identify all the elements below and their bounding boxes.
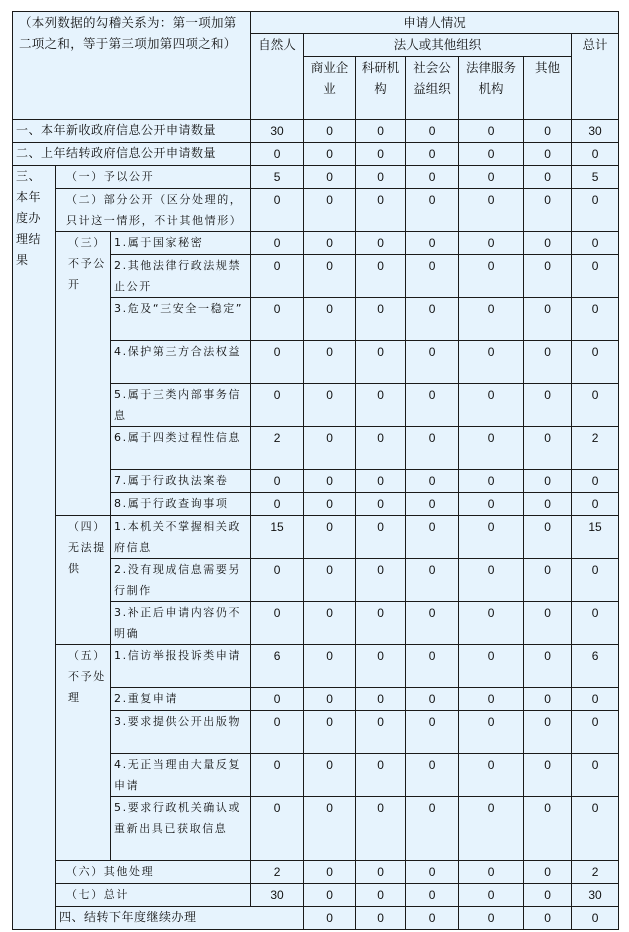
cell: 0	[459, 166, 524, 189]
cell: 0	[572, 711, 619, 754]
cell: 0	[251, 688, 304, 711]
cell: 0	[356, 516, 406, 559]
row-label: 2.重复申请	[111, 688, 251, 711]
cell: 0	[459, 493, 524, 516]
row-label: （六）其他处理	[56, 861, 251, 884]
cell: 0	[524, 427, 572, 470]
cell: 0	[524, 120, 572, 143]
cell: 0	[251, 189, 304, 232]
col-header-public-welfare: 社会公益组织	[406, 57, 459, 120]
cell: 0	[304, 232, 356, 255]
cell: 0	[356, 797, 406, 861]
applicant-group-header: 申请人情况	[251, 12, 619, 34]
cell: 0	[356, 427, 406, 470]
cell: 0	[572, 470, 619, 493]
cell: 0	[572, 602, 619, 645]
cell: 0	[459, 189, 524, 232]
cell: 0	[459, 797, 524, 861]
cell: 0	[304, 120, 356, 143]
cell: 0	[524, 493, 572, 516]
cell: 0	[304, 645, 356, 688]
cell: 0	[356, 602, 406, 645]
subgroup-label-not-processed: （五）不予处理	[56, 645, 111, 861]
cell: 0	[524, 298, 572, 341]
cell: 0	[356, 120, 406, 143]
column-relation-note: （本列数据的勾稽关系为：第一项加第二项之和，等于第三项加第四项之和）	[13, 12, 251, 120]
cell: 0	[356, 232, 406, 255]
cell: 0	[304, 255, 356, 298]
cell: 0	[304, 516, 356, 559]
table-row	[13, 120, 619, 143]
cell: 6	[251, 645, 304, 688]
cell: 0	[459, 602, 524, 645]
cell: 0	[572, 255, 619, 298]
cell: 0	[459, 861, 524, 884]
row-label: 4.无正当理由大量反复申请	[111, 754, 251, 797]
cell: 0	[406, 493, 459, 516]
row-label: 3.补正后申请内容仍不明确	[111, 602, 251, 645]
row-label: 8.属于行政查询事项	[111, 493, 251, 516]
cell: 0	[572, 143, 619, 166]
cell: 0	[406, 470, 459, 493]
table-row	[13, 232, 619, 255]
cell: 0	[356, 688, 406, 711]
cell: 0	[251, 711, 304, 754]
cell: 0	[572, 797, 619, 861]
cell: 0	[251, 559, 304, 602]
cell: 0	[459, 688, 524, 711]
cell: 0	[572, 688, 619, 711]
cell: 5	[572, 166, 619, 189]
row-label: 4.保护第三方合法权益	[111, 341, 251, 384]
cell: 0	[356, 754, 406, 797]
cell: 0	[406, 384, 459, 427]
row-label: 7.属于行政执法案卷	[111, 470, 251, 493]
cell: 0	[304, 384, 356, 427]
cell: 0	[524, 189, 572, 232]
cell: 2	[572, 861, 619, 884]
cell: 0	[406, 559, 459, 602]
cell: 0	[251, 602, 304, 645]
cell: 0	[251, 298, 304, 341]
cell: 0	[572, 298, 619, 341]
cell: 0	[406, 797, 459, 861]
table-row	[13, 166, 619, 189]
cell: 0	[459, 120, 524, 143]
cell: 0	[572, 189, 619, 232]
cell: 0	[406, 298, 459, 341]
gov-info-disclosure-table	[12, 11, 619, 930]
group-label-results: 三、本年度办理结果	[13, 166, 56, 930]
cell: 0	[406, 143, 459, 166]
cell: 0	[406, 189, 459, 232]
cell: 0	[406, 516, 459, 559]
cell: 0	[459, 341, 524, 384]
cell: 0	[459, 143, 524, 166]
cell: 0	[524, 907, 572, 930]
cell: 0	[304, 754, 356, 797]
cell: 0	[304, 166, 356, 189]
cell: 0	[251, 143, 304, 166]
cell: 0	[524, 645, 572, 688]
table-row	[13, 645, 619, 688]
row-label: （一）予以公开	[56, 166, 251, 189]
cell: 0	[524, 255, 572, 298]
natural-person-header: 自然人	[251, 34, 304, 120]
cell: 0	[251, 341, 304, 384]
cell: 0	[459, 470, 524, 493]
cell: 0	[356, 493, 406, 516]
row-label: 2.其他法律行政法规禁止公开	[111, 255, 251, 298]
cell: 0	[356, 861, 406, 884]
row-label: 一、本年新收政府信息公开申请数量	[13, 120, 251, 143]
cell: 30	[572, 120, 619, 143]
cell: 0	[304, 493, 356, 516]
cell: 0	[459, 298, 524, 341]
row-label: （二）部分公开（区分处理的，只计这一情形，不计其他情形）	[56, 189, 251, 232]
cell: 0	[572, 907, 619, 930]
cell: 0	[459, 559, 524, 602]
cell: 0	[406, 232, 459, 255]
cell: 2	[251, 861, 304, 884]
cell: 0	[572, 341, 619, 384]
cell: 0	[356, 189, 406, 232]
cell: 0	[304, 688, 356, 711]
cell: 0	[572, 754, 619, 797]
cell: 0	[356, 298, 406, 341]
cell: 0	[524, 232, 572, 255]
cell: 0	[356, 166, 406, 189]
row-label: 5.属于三类内部事务信息	[111, 384, 251, 427]
cell: 0	[406, 602, 459, 645]
cell: 0	[524, 470, 572, 493]
cell: 30	[572, 884, 619, 907]
cell: 15	[251, 516, 304, 559]
cell: 0	[524, 384, 572, 427]
table-row	[13, 861, 619, 884]
col-header-other: 其他	[524, 57, 572, 120]
cell: 0	[459, 255, 524, 298]
cell: 0	[524, 341, 572, 384]
row-label: 2.没有现成信息需要另行制作	[111, 559, 251, 602]
cell: 0	[406, 688, 459, 711]
cell: 0	[459, 384, 524, 427]
cell: 0	[524, 711, 572, 754]
cell: 0	[356, 907, 406, 930]
cell: 0	[304, 711, 356, 754]
row-label: 5.要求行政机关确认或重新出具已获取信息	[111, 797, 251, 861]
cell: 0	[304, 559, 356, 602]
row-label: 1.本机关不掌握相关政府信息	[111, 516, 251, 559]
cell: 0	[572, 232, 619, 255]
cell: 0	[524, 602, 572, 645]
row-label: （七）总计	[56, 884, 251, 907]
cell: 0	[251, 255, 304, 298]
cell: 0	[356, 143, 406, 166]
row-label: 6.属于四类过程性信息	[111, 427, 251, 470]
cell: 0	[304, 602, 356, 645]
cell: 0	[406, 645, 459, 688]
cell: 0	[524, 884, 572, 907]
cell: 0	[459, 884, 524, 907]
cell: 0	[406, 907, 459, 930]
cell: 0	[572, 493, 619, 516]
table-row	[13, 907, 619, 930]
cell: 15	[572, 516, 619, 559]
subgroup-label-not-disclosed: （三）不予公开	[56, 232, 111, 516]
cell: 0	[459, 711, 524, 754]
row-label: 四、结转下年度继续办理	[56, 907, 304, 930]
cell: 0	[304, 797, 356, 861]
cell: 0	[251, 797, 304, 861]
cell: 2	[251, 427, 304, 470]
cell: 0	[406, 120, 459, 143]
cell: 0	[459, 427, 524, 470]
cell: 0	[524, 797, 572, 861]
cell: 5	[251, 166, 304, 189]
cell: 0	[406, 754, 459, 797]
cell: 0	[251, 470, 304, 493]
cell: 0	[524, 754, 572, 797]
cell: 0	[304, 861, 356, 884]
cell: 0	[459, 516, 524, 559]
cell: 0	[251, 754, 304, 797]
cell: 30	[251, 120, 304, 143]
cell: 0	[459, 232, 524, 255]
col-header-legal-service: 法律服务机构	[459, 57, 524, 120]
cell: 0	[356, 711, 406, 754]
cell: 0	[459, 645, 524, 688]
cell: 0	[524, 166, 572, 189]
row-label: 1.属于国家秘密	[111, 232, 251, 255]
cell: 0	[251, 493, 304, 516]
row-label: 1.信访举报投诉类申请	[111, 645, 251, 688]
legal-group-header: 法人或其他组织	[304, 34, 572, 57]
cell: 0	[524, 559, 572, 602]
cell: 0	[524, 143, 572, 166]
cell: 0	[406, 884, 459, 907]
cell: 0	[356, 470, 406, 493]
table-row	[13, 143, 619, 166]
cell: 0	[304, 341, 356, 384]
col-header-research: 科研机构	[356, 57, 406, 120]
cell: 0	[572, 559, 619, 602]
cell: 0	[304, 907, 356, 930]
subgroup-label-unable-to-provide: （四）无法提供	[56, 516, 111, 645]
cell: 0	[356, 559, 406, 602]
table-row	[13, 884, 619, 907]
cell: 0	[304, 470, 356, 493]
row-label: 3.危及“三安全一稳定”	[111, 298, 251, 341]
cell: 0	[406, 861, 459, 884]
cell: 30	[251, 884, 304, 907]
table-row	[13, 189, 619, 232]
total-header: 总计	[572, 34, 619, 120]
cell: 0	[356, 341, 406, 384]
col-header-business: 商业企业	[304, 57, 356, 120]
cell: 0	[356, 255, 406, 298]
cell: 0	[304, 298, 356, 341]
cell: 0	[459, 907, 524, 930]
cell: 0	[524, 688, 572, 711]
cell: 0	[251, 232, 304, 255]
cell: 0	[304, 427, 356, 470]
cell: 2	[572, 427, 619, 470]
cell: 0	[356, 645, 406, 688]
cell: 0	[304, 143, 356, 166]
cell: 0	[406, 255, 459, 298]
table-row	[13, 516, 619, 559]
cell: 0	[572, 384, 619, 427]
cell: 0	[406, 341, 459, 384]
cell: 0	[304, 884, 356, 907]
cell: 0	[524, 861, 572, 884]
cell: 6	[572, 645, 619, 688]
cell: 0	[406, 711, 459, 754]
cell: 0	[459, 754, 524, 797]
cell: 0	[356, 884, 406, 907]
cell: 0	[251, 384, 304, 427]
cell: 0	[406, 166, 459, 189]
cell: 0	[304, 189, 356, 232]
cell: 0	[524, 516, 572, 559]
row-label: 3.要求提供公开出版物	[111, 711, 251, 754]
cell: 0	[406, 427, 459, 470]
row-label: 二、上年结转政府信息公开申请数量	[13, 143, 251, 166]
cell: 0	[356, 384, 406, 427]
